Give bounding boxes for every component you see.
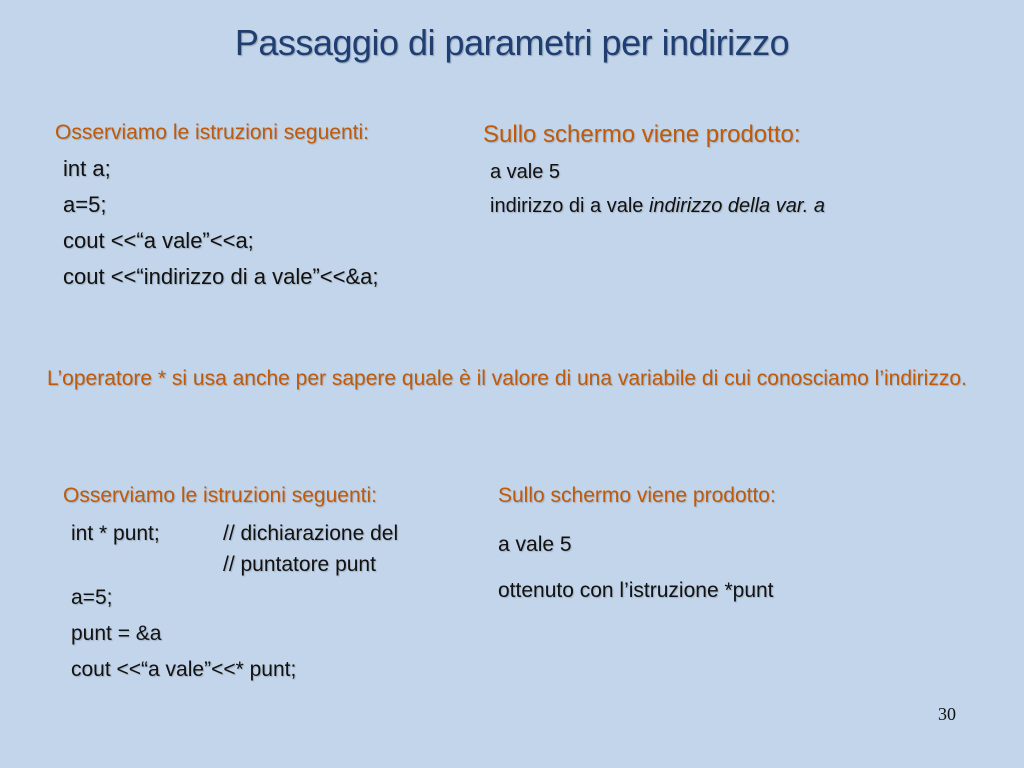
code-line: a=5; — [63, 192, 107, 217]
output-example-2-heading: Sullo schermo viene prodotto: — [498, 484, 776, 507]
code-example-2 — [63, 484, 398, 688]
comment-line: // dichiarazione del — [223, 522, 399, 545]
output-line: ottenuto con l’istruzione *punt — [498, 579, 774, 602]
code-line: punt = &a — [71, 622, 162, 645]
output-line-italic: indirizzo della var. a — [648, 195, 825, 217]
code-example-1-heading: Osserviamo le istruzioni seguenti: — [55, 121, 369, 144]
comment-line: // puntatore punt — [223, 553, 376, 576]
output-line: a vale 5 — [498, 533, 572, 556]
code-line: cout <<“indirizzo di a vale”<<&a; — [63, 264, 379, 289]
explanation-paragraph: L’operatore * si usa anche per sapere quale è il valore di una variabile di cui conosciamo l’indirizzo. — [47, 367, 967, 390]
code-example-1 — [55, 121, 379, 295]
output-example-2 — [498, 484, 776, 614]
code-line: int a; — [63, 156, 111, 181]
output-line — [483, 189, 825, 223]
output-line: a vale 5 — [490, 161, 561, 183]
output-example-1-heading: Sullo schermo viene prodotto: — [483, 121, 801, 148]
page-number: 30 — [938, 704, 956, 724]
code-line: a=5; — [71, 586, 113, 609]
output-example-1 — [483, 121, 825, 223]
code-comment — [223, 516, 398, 580]
code-line: cout <<“a vale”<<a; — [63, 228, 254, 253]
output-line-text: indirizzo di a vale — [490, 195, 649, 217]
code-line: cout <<“a vale”<<* punt; — [71, 658, 297, 681]
code-declaration: int * punt; — [71, 522, 160, 545]
slide-title: Passaggio di parametri per indirizzo — [234, 22, 790, 63]
code-example-2-heading: Osserviamo le istruzioni seguenti: — [63, 484, 377, 507]
declaration-row — [63, 516, 398, 580]
